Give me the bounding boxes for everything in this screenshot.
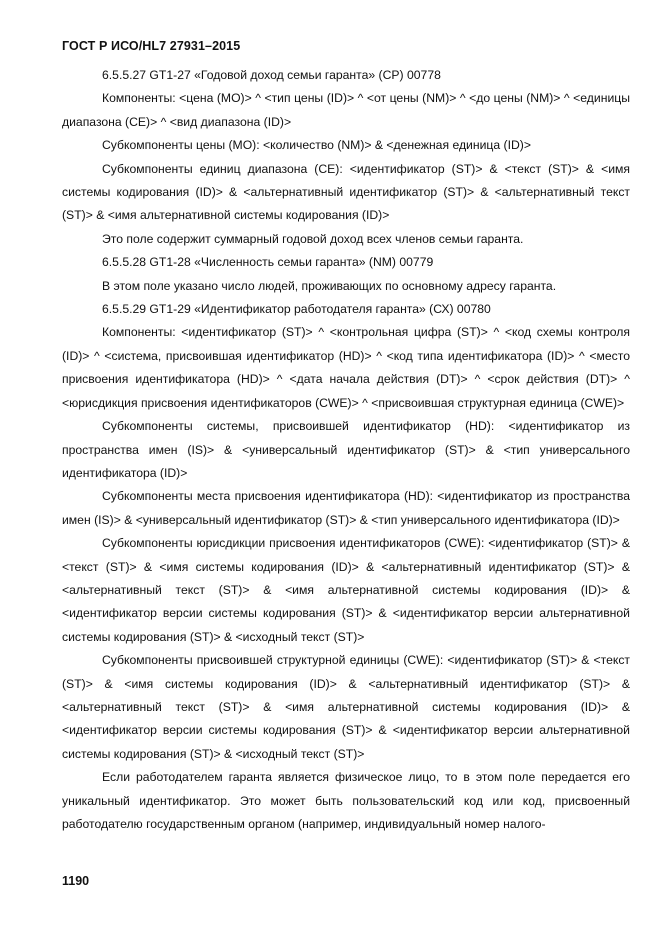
subcomponents-price: Субкомпоненты цены (МО): <количество (NM)> & <денежная единица (ID)> [102, 138, 531, 153]
section-heading-gt1-29: 6.5.5.29 GT1-29 «Идентификатор работодателя гаранта» (СХ) 00780 [102, 302, 491, 317]
components-gt1-29: Компоненты: <идентификатор (ST)> ^ <контрольная цифра (ST)> ^ <код схемы контроля (ID)> ^ <система, присвоившая идентификатор (HD)> ^ <код типа идентификатора (ID)> ^ <место присвоения идентификатора (HD)> ^ <дата начала действия (DT)> ^ <срок действия (DT)> ^ <юрисдикция присвоения идентификаторов (CWE)> ^ <присвоившая структурная единица (CWE)> [62, 325, 630, 410]
page-number: 1190 [62, 874, 90, 888]
subcomponents-assigning-facility: Субкомпоненты места присвоения идентификатора (HD): <идентификатор из пространства имен (IS)> & <универсальный идентификатор (ST)> & <тип универсального идентификатора (ID)> [62, 489, 630, 527]
document-body [62, 64, 630, 836]
document-header: ГОСТ Р ИСО/HL7 27931–2015 [62, 39, 241, 53]
section-heading-gt1-27: 6.5.5.27 GT1-27 «Годовой доход семьи гаранта» (CP) 00778 [102, 68, 441, 82]
section-heading-gt1-28: 6.5.5.28 GT1-28 «Численность семьи гаранта» (NM) 00779 [102, 255, 434, 270]
subcomponents-agency: Субкомпоненты присвоившей структурной единицы (CWE): <идентификатор (ST)> & <текст (ST)> & <имя системы кодирования (ID)> & <альтернативный идентификатор (ST)> & <альтернативный текст (ST)> & <имя альтернативной системы кодирования (ID)> & <идентификатор версии системы кодирования (ST)> & <идентификатор версии альтернативной системы кодирования (ST)> & <исходный текст (ST)> [62, 653, 630, 761]
components-gt1-27: Компоненты: <цена (МО)> ^ <тип цены (ID)> ^ <от цены (NM)> ^ <до цены (NM)> ^ <единицы диапазона (СЕ)> ^ <вид диапазона (ID)> [62, 91, 630, 129]
subcomponents-jurisdiction: Субкомпоненты юрисдикции присвоения идентификаторов (CWE): <идентификатор (ST)> & <текст (ST)> & <имя системы кодирования (ID)> & <альтернативный идентификатор (ST)> & <альтернативный текст (ST)> & <имя альтернативной системы кодирования (ID)> & <идентификатор версии системы кодирования (ST)> & <идентификатор версии альтернативной системы кодирования (ST)> & <исходный текст (ST)> [62, 536, 630, 644]
subcomponents-assigning-system: Субкомпоненты системы, присвоившей идентификатор (HD): <идентификатор из пространства имен (IS)> & <универсальный идентификатор (ST)> & <тип универсального идентификатора (ID)> [62, 419, 630, 480]
subcomponents-range-units: Субкомпоненты единиц диапазона (СЕ): <идентификатор (ST)> & <текст (ST)> & <имя системы кодирования (ID)> & <альтернативный идентификатор (ST)> & <альтернативный текст (ST)> & <имя альтернативной системы кодирования (ID)> [62, 161, 630, 223]
description-gt1-28: В этом поле указано число людей, проживающих по основному адресу гаранта. [102, 278, 557, 293]
description-gt1-29: Если работодателем гаранта является физическое лицо, то в этом поле передается его уникальный идентификатор. Это может быть пользовательский код или код, присвоенный работодателю государственным органом (например, индивидуальный номер налого- [62, 770, 630, 831]
description-gt1-27: Это поле содержит суммарный годовой доход всех членов семьи гаранта. [102, 231, 524, 246]
